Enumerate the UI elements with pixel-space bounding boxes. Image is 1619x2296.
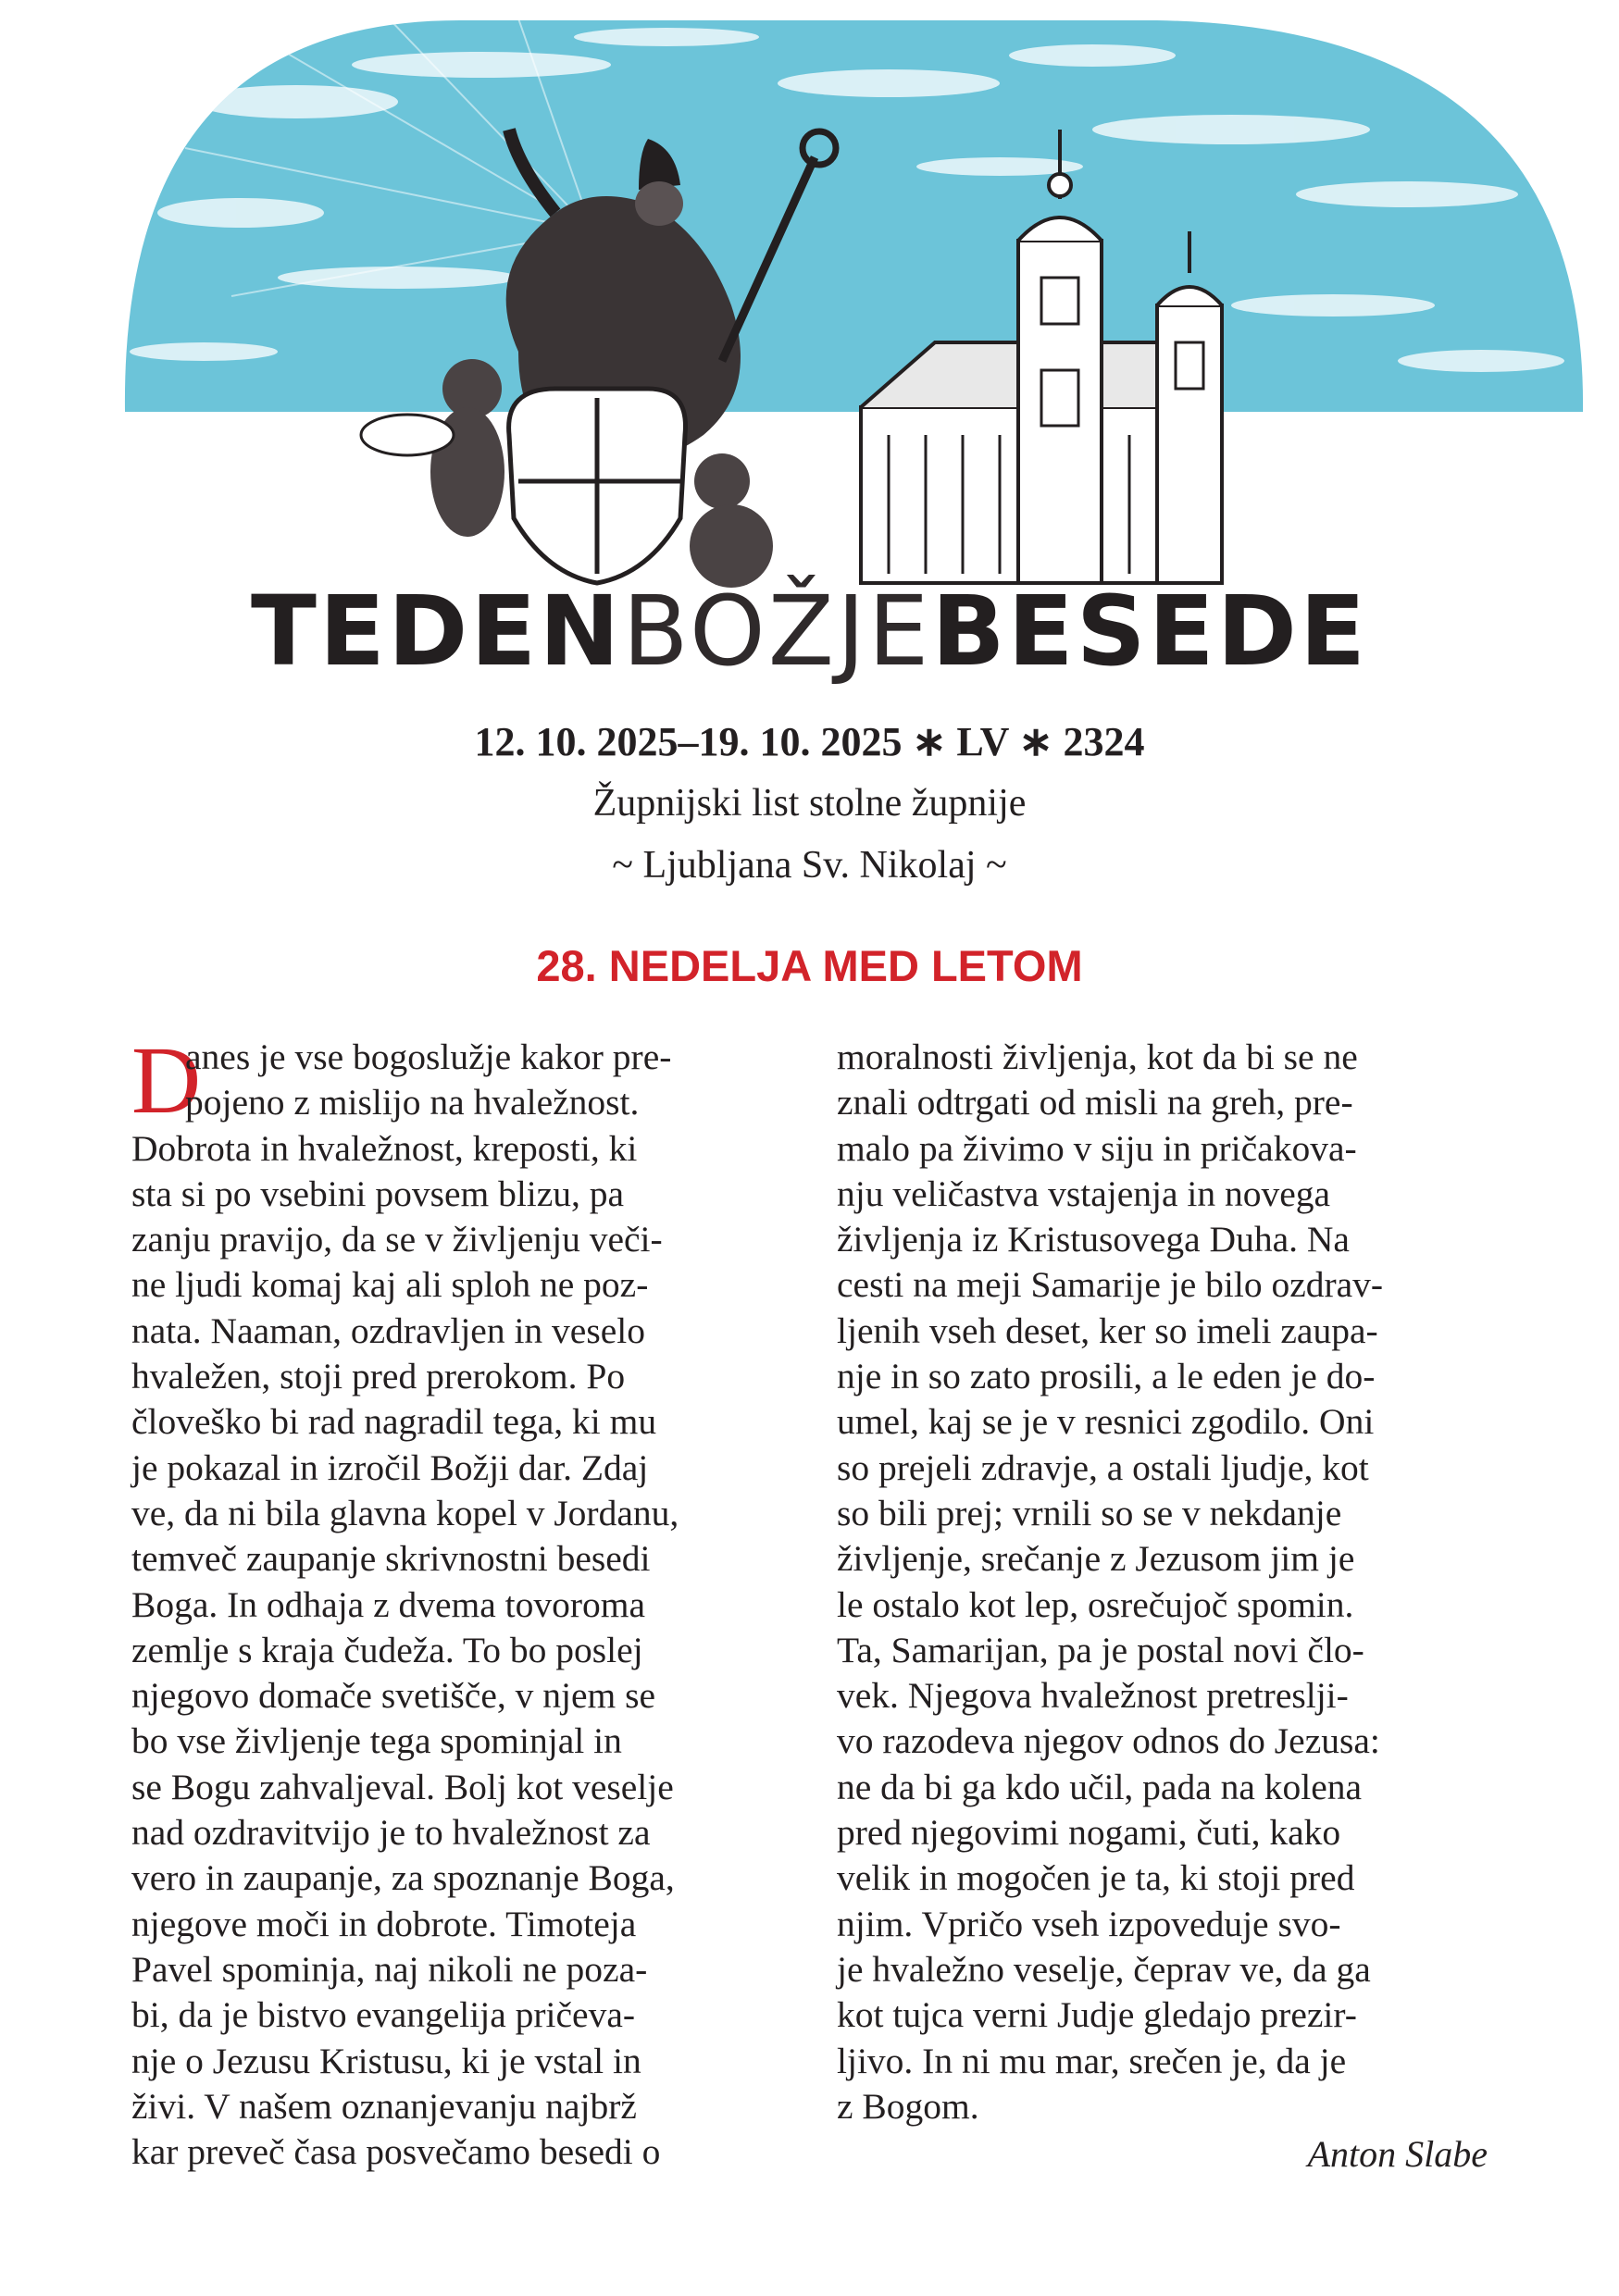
text-line: temveč zaupanje skrivnostni besedi: [131, 1538, 651, 1580]
text-line: sta si po vsebini povsem blizu, pa: [131, 1173, 625, 1214]
text-line: z Bogom.: [837, 2085, 979, 2127]
article-author: Anton Slabe: [1307, 2133, 1488, 2175]
text-line: Ta, Samarijan, pa je postal novi člo-: [837, 1629, 1364, 1670]
drop-cap: D: [131, 1027, 202, 1134]
text-line: ne da bi ga kdo učil, pada na kolena: [837, 1766, 1363, 1807]
text-line: življenja iz Kristusovega Duha. Na: [837, 1219, 1350, 1260]
text-line: so prejeli zdravje, a ostali ljudje, kot: [837, 1446, 1369, 1488]
text-line: hvaležen, stoji pred prerokom. Po: [131, 1356, 626, 1397]
text-line: velik in mogočen je ta, ki stoji pred: [837, 1857, 1355, 1899]
masthead-title-besede: BESEDE: [931, 575, 1369, 688]
text-line: življenje, srečanje z Jezusom jim je: [837, 1538, 1355, 1580]
text-line: živi. V našem oznanjevanju najbrž: [131, 2085, 637, 2127]
text-line: ve, da ni bila glavna kopel v Jordanu,: [131, 1492, 679, 1533]
parish-location: ~ Ljubljana Sv. Nikolaj ~: [612, 844, 1007, 887]
text-line: bo vse življenje tega spominjal in: [131, 1720, 622, 1762]
issue-date-line: 12. 10. 2025–19. 10. 2025 ∗ LV ∗ 2324: [474, 719, 1145, 764]
coat-of-arms: [509, 389, 686, 583]
text-line: pred njegovimi nogami, čuti, kako: [837, 1812, 1341, 1854]
text-line: Boga. In odhaja z dvema tovoroma: [131, 1583, 646, 1625]
text-line: kar preveč časa posvečamo besedi o: [131, 2131, 661, 2173]
article-heading: 28. NEDELJA MED LETOM: [536, 941, 1083, 990]
text-line: anes je vse bogoslužje kakor pre-: [185, 1036, 672, 1077]
text-line: pojeno z mislijo na hvaležnost.: [185, 1082, 640, 1123]
text-line: ne ljudi komaj kaj ali sploh ne poz-: [131, 1264, 649, 1306]
text-line: je pokazal in izročil Božji dar. Zdaj: [131, 1446, 649, 1488]
sky-dome: [93, 0, 1619, 426]
text-line: se Bogu zahvaljeval. Bolj kot veselje: [131, 1766, 674, 1807]
masthead-title: [0, 575, 1619, 688]
text-line: ljivo. In ni mu mar, srečen je, da je: [837, 2040, 1347, 2081]
parish-subtitle: Župnijski list stolne župnije: [592, 782, 1027, 825]
angel-right: [690, 453, 773, 588]
text-line: nje o Jezusu Kristusu, ki je vstal in: [131, 2040, 641, 2081]
text-line: njegove moči in dobrote. Timoteja: [131, 1903, 637, 1944]
text-line: nata. Naaman, ozdravljen in veselo: [131, 1309, 645, 1351]
text-line: vo razodeva njegov odnos do Jezusa:: [837, 1720, 1380, 1762]
text-line: moralnosti življenja, kot da bi se ne: [837, 1036, 1358, 1077]
text-line: Dobrota in hvaležnost, kreposti, ki: [131, 1127, 638, 1169]
text-line: vero in zaupanje, za spoznanje Boga,: [131, 1857, 675, 1899]
text-line: kot tujca verni Judje gledajo prezir-: [837, 1994, 1357, 2036]
masthead-title-teden: TEDEN: [250, 575, 623, 688]
text-line: malo pa živimo v siju in pričakova-: [837, 1127, 1357, 1169]
text-line: nad ozdravitvijo je to hvaležnost za: [131, 1812, 651, 1854]
article-column-left: [131, 1027, 791, 2175]
text-line: cesti na meji Samarije je bilo ozdrav-: [837, 1264, 1384, 1306]
text-line: so bili prej; vrnili so se v nekdanje: [837, 1492, 1342, 1533]
text-line: nje in so zato prosili, a le eden je do-: [837, 1356, 1376, 1397]
masthead-title-bozje: BOŽJE: [622, 575, 932, 688]
text-line: znali odtrgati od misli na greh, pre-: [837, 1082, 1353, 1123]
text-line: človeško bi rad nagradil tega, ki mu: [131, 1401, 657, 1443]
text-line: zemlje s kraja čudeža. To bo poslej: [131, 1629, 643, 1670]
text-line: Pavel spominja, naj nikoli ne poza-: [131, 1948, 648, 1990]
text-line: njim. Vpričo vseh izpoveduje svo-: [837, 1903, 1341, 1944]
text-line: nju veličastva vstajenja in novega: [837, 1173, 1331, 1214]
text-line: ljenih vseh deset, ker so imeli zaupa-: [837, 1309, 1378, 1351]
text-line: zanju pravijo, da se v življenju veči-: [131, 1219, 663, 1260]
text-line: njegovo domače svetišče, v njem se: [131, 1675, 655, 1717]
text-line: je hvaležno veselje, čeprav ve, da ga: [837, 1948, 1371, 1990]
text-line: umel, kaj se je v resnici zgodilo. Oni: [837, 1401, 1375, 1443]
text-line: bi, da je bistvo evangelija pričeva-: [131, 1994, 636, 2036]
article-column-right: [837, 1035, 1496, 2129]
text-line: vek. Njegova hvaležnost pretreslji-: [837, 1675, 1349, 1717]
text-line: le ostalo kot lep, osrečujoč spomin.: [837, 1583, 1354, 1625]
